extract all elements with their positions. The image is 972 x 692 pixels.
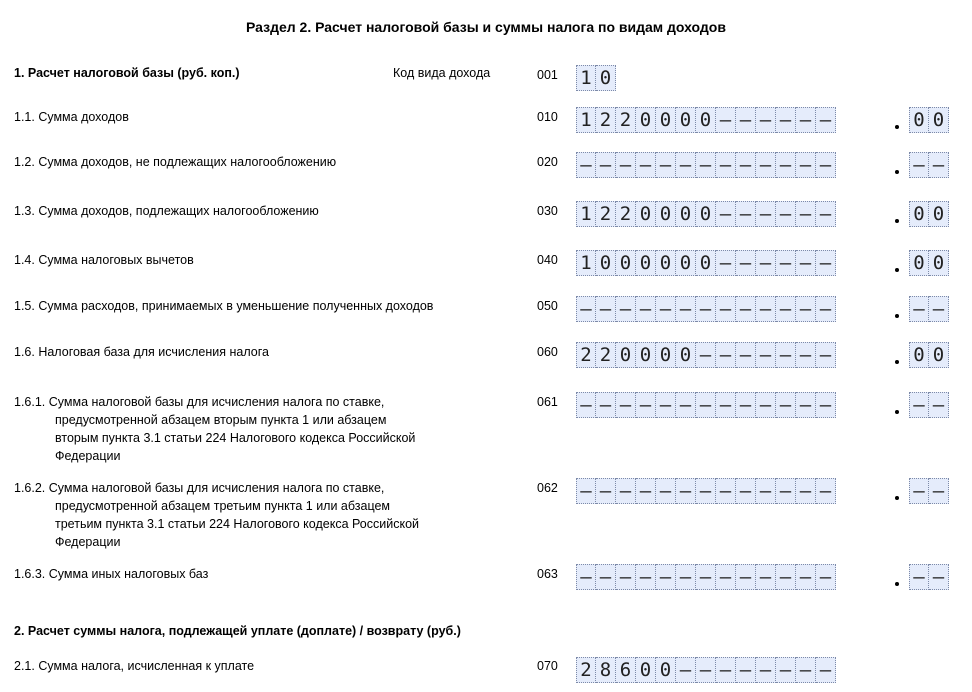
digit-cell: – [696, 296, 716, 322]
digit-cell: – [616, 296, 636, 322]
digit-cell: – [796, 564, 816, 590]
digit-cell: 0 [636, 250, 656, 276]
digit-cell: – [796, 152, 816, 178]
digit-cell: 2 [616, 201, 636, 227]
digit-cell: – [596, 152, 616, 178]
digit-cell: – [816, 342, 836, 368]
digit-cell: – [736, 152, 756, 178]
digit-cell: – [776, 152, 796, 178]
digit-cell: – [929, 392, 949, 418]
row-050-field[interactable] [576, 296, 836, 322]
digit-cell: 2 [616, 107, 636, 133]
decimal-point [895, 170, 899, 174]
digit-cell: – [596, 564, 616, 590]
digit-cell: – [776, 201, 796, 227]
digit-cell: – [656, 564, 676, 590]
digit-cell: – [776, 564, 796, 590]
digit-cell: 0 [676, 107, 696, 133]
digit-cell: 0 [636, 201, 656, 227]
digit-cell: – [656, 392, 676, 418]
digit-cell: 2 [596, 107, 616, 133]
digit-cell: 0 [596, 250, 616, 276]
digit-cell: – [816, 152, 836, 178]
row-062-code: 062 [537, 481, 558, 495]
row-040-kopecks-field[interactable] [909, 250, 949, 276]
digit-cell: 0 [696, 107, 716, 133]
row-062-label-line: 1.6.2. Сумма налоговой базы для исчисления налога по ставке, [14, 481, 385, 495]
digit-cell: – [736, 564, 756, 590]
digit-cell: – [909, 392, 929, 418]
digit-cell: – [736, 478, 756, 504]
digit-cell: – [736, 657, 756, 683]
row-040-label: 1.4. Сумма налоговых вычетов [14, 253, 194, 267]
digit-cell: – [616, 478, 636, 504]
row-061-label [14, 393, 489, 465]
digit-cell: 0 [616, 342, 636, 368]
digit-cell: 6 [616, 657, 636, 683]
row-070-field[interactable] [576, 657, 836, 683]
digit-cell: 0 [636, 657, 656, 683]
digit-cell: – [676, 564, 696, 590]
digit-cell: – [716, 107, 736, 133]
digit-cell: – [716, 478, 736, 504]
row-030-code: 030 [537, 204, 558, 218]
digit-cell: 0 [676, 201, 696, 227]
digit-cell: – [696, 392, 716, 418]
decimal-point [895, 314, 899, 318]
income-type-label: Код вида дохода [393, 66, 491, 80]
digit-cell: 0 [676, 342, 696, 368]
row-063-label: 1.6.3. Сумма иных налоговых баз [14, 567, 209, 581]
digit-cell: – [596, 296, 616, 322]
digit-cell: – [816, 296, 836, 322]
digit-cell: – [909, 296, 929, 322]
digit-cell: – [776, 342, 796, 368]
digit-cell: – [736, 392, 756, 418]
digit-cell: 0 [696, 201, 716, 227]
row-062-label-line: третьим пункта 3.1 статьи 224 Налогового кодекса Российской [55, 517, 420, 531]
digit-cell: – [776, 657, 796, 683]
digit-cell: 0 [909, 107, 929, 133]
digit-cell: – [909, 152, 929, 178]
digit-cell: – [816, 564, 836, 590]
digit-cell: – [756, 478, 776, 504]
row-062-label [14, 479, 489, 551]
decimal-point [895, 360, 899, 364]
row-020-kopecks-field[interactable] [909, 152, 949, 178]
digit-cell: – [816, 392, 836, 418]
digit-cell: – [576, 478, 596, 504]
digit-cell: – [736, 250, 756, 276]
digit-cell: – [816, 250, 836, 276]
digit-cell: 0 [929, 250, 949, 276]
digit-cell: – [596, 392, 616, 418]
digit-cell: – [656, 478, 676, 504]
decimal-point [895, 125, 899, 129]
row-010-field[interactable] [576, 107, 836, 133]
row-061-kopecks-field[interactable] [909, 392, 949, 418]
digit-cell: – [909, 478, 929, 504]
digit-cell: 1 [576, 107, 596, 133]
digit-cell: – [816, 107, 836, 133]
digit-cell: – [716, 564, 736, 590]
row-061-code: 061 [537, 395, 558, 409]
decimal-point [895, 410, 899, 414]
digit-cell: – [696, 564, 716, 590]
decimal-point [895, 268, 899, 272]
row-060-kopecks-field[interactable] [909, 342, 949, 368]
digit-cell: – [756, 250, 776, 276]
digit-cell: 0 [616, 250, 636, 276]
digit-cell: – [716, 392, 736, 418]
digit-cell: – [776, 392, 796, 418]
income-type-field[interactable] [576, 65, 616, 91]
section1-heading: 1. Расчет налоговой базы (руб. коп.) [14, 66, 240, 80]
digit-cell: – [576, 392, 596, 418]
row-061-field[interactable] [576, 392, 836, 418]
digit-cell: – [616, 392, 636, 418]
row-070-label: 2.1. Сумма налога, исчисленная к уплате [14, 659, 255, 673]
digit-cell: – [676, 392, 696, 418]
row-040-field[interactable] [576, 250, 836, 276]
digit-cell: – [616, 564, 636, 590]
digit-cell: 0 [636, 107, 656, 133]
row-062-field[interactable] [576, 478, 836, 504]
income-type-cell: 0 [596, 65, 616, 91]
digit-cell: – [636, 564, 656, 590]
row-061-label-line: 1.6.1. Сумма налоговой базы для исчисления налога по ставке, [14, 395, 385, 409]
row-020-code: 020 [537, 155, 558, 169]
digit-cell: – [676, 296, 696, 322]
digit-cell: – [756, 201, 776, 227]
digit-cell: 0 [696, 250, 716, 276]
page-title: Раздел 2. Расчет налоговой базы и суммы налога по видам доходов [246, 19, 726, 35]
row-061-label-line: Федерации [55, 449, 121, 463]
digit-cell: 0 [656, 107, 676, 133]
income-type-code: 001 [537, 68, 558, 82]
digit-cell: – [796, 478, 816, 504]
digit-cell: – [676, 478, 696, 504]
row-010-label: 1.1. Сумма доходов [14, 110, 129, 124]
digit-cell: – [796, 296, 816, 322]
digit-cell: – [756, 564, 776, 590]
row-070-code: 070 [537, 659, 558, 673]
digit-cell: – [716, 657, 736, 683]
row-010-code: 010 [537, 110, 558, 124]
digit-cell: 1 [576, 201, 596, 227]
digit-cell: – [756, 657, 776, 683]
digit-cell: – [796, 657, 816, 683]
row-061-label-line: вторым пункта 3.1 статьи 224 Налогового кодекса Российской [55, 431, 416, 445]
digit-cell: – [576, 296, 596, 322]
digit-cell: – [756, 107, 776, 133]
digit-cell: – [736, 296, 756, 322]
digit-cell: – [656, 152, 676, 178]
row-030-field[interactable] [576, 201, 836, 227]
digit-cell: – [656, 296, 676, 322]
digit-cell: 0 [929, 107, 949, 133]
digit-cell: – [796, 201, 816, 227]
digit-cell: – [616, 152, 636, 178]
digit-cell: – [676, 152, 696, 178]
row-050-kopecks-field[interactable] [909, 296, 949, 322]
digit-cell: 2 [576, 657, 596, 683]
digit-cell: 0 [656, 342, 676, 368]
digit-cell: 1 [576, 250, 596, 276]
digit-cell: – [929, 296, 949, 322]
digit-cell: – [929, 478, 949, 504]
digit-cell: – [796, 107, 816, 133]
digit-cell: – [756, 342, 776, 368]
digit-cell: – [929, 152, 949, 178]
digit-cell: – [636, 478, 656, 504]
row-020-label: 1.2. Сумма доходов, не подлежащих налогообложению [14, 155, 337, 169]
digit-cell: 0 [929, 342, 949, 368]
section2-heading: 2. Расчет суммы налога, подлежащей уплате (доплате) / возврату (руб.) [14, 624, 461, 638]
digit-cell: – [696, 152, 716, 178]
digit-cell: – [776, 107, 796, 133]
digit-cell: – [716, 152, 736, 178]
row-062-label-line: Федерации [55, 535, 121, 549]
digit-cell: 2 [596, 342, 616, 368]
row-060-field[interactable] [576, 342, 836, 368]
digit-cell: – [636, 152, 656, 178]
digit-cell: – [716, 201, 736, 227]
decimal-point [895, 496, 899, 500]
row-030-kopecks-field[interactable] [909, 201, 949, 227]
row-040-code: 040 [537, 253, 558, 267]
digit-cell: – [776, 250, 796, 276]
digit-cell: – [736, 201, 756, 227]
digit-cell: – [596, 478, 616, 504]
digit-cell: – [796, 342, 816, 368]
digit-cell: – [929, 564, 949, 590]
digit-cell: – [796, 250, 816, 276]
digit-cell: – [696, 342, 716, 368]
income-type-cell: 1 [576, 65, 596, 91]
digit-cell: – [816, 478, 836, 504]
digit-cell: 0 [656, 201, 676, 227]
decimal-point [895, 582, 899, 586]
digit-cell: – [696, 478, 716, 504]
row-062-kopecks-field[interactable] [909, 478, 949, 504]
digit-cell: – [676, 657, 696, 683]
digit-cell: 2 [576, 342, 596, 368]
digit-cell: – [716, 342, 736, 368]
decimal-point [895, 219, 899, 223]
row-063-field[interactable] [576, 564, 836, 590]
digit-cell: – [736, 342, 756, 368]
digit-cell: 0 [636, 342, 656, 368]
digit-cell: 8 [596, 657, 616, 683]
digit-cell: – [736, 107, 756, 133]
digit-cell: – [636, 296, 656, 322]
digit-cell: – [776, 478, 796, 504]
row-063-kopecks-field[interactable] [909, 564, 949, 590]
row-050-label: 1.5. Сумма расходов, принимаемых в уменьшение полученных доходов [14, 299, 434, 313]
row-063-code: 063 [537, 567, 558, 581]
row-020-field[interactable] [576, 152, 836, 178]
row-062-label-line: предусмотренной абзацем третьим пункта 1 или абзацем [55, 499, 391, 513]
digit-cell: – [756, 152, 776, 178]
digit-cell: 0 [656, 250, 676, 276]
digit-cell: – [756, 296, 776, 322]
digit-cell: 2 [596, 201, 616, 227]
digit-cell: – [816, 657, 836, 683]
row-030-label: 1.3. Сумма доходов, подлежащих налогообложению [14, 204, 319, 218]
digit-cell: – [716, 296, 736, 322]
row-060-label: 1.6. Налоговая база для исчисления налога [14, 345, 269, 359]
digit-cell: 0 [909, 342, 929, 368]
digit-cell: – [636, 392, 656, 418]
row-050-code: 050 [537, 299, 558, 313]
digit-cell: – [776, 296, 796, 322]
digit-cell: – [796, 392, 816, 418]
digit-cell: – [756, 392, 776, 418]
row-010-kopecks-field[interactable] [909, 107, 949, 133]
digit-cell: – [696, 657, 716, 683]
digit-cell: 0 [909, 201, 929, 227]
digit-cell: – [716, 250, 736, 276]
digit-cell: – [576, 152, 596, 178]
digit-cell: 0 [656, 657, 676, 683]
digit-cell: – [909, 564, 929, 590]
digit-cell: – [816, 201, 836, 227]
row-061-label-line: предусмотренной абзацем вторым пункта 1 или абзацем [55, 413, 387, 427]
digit-cell: 0 [909, 250, 929, 276]
digit-cell: 0 [929, 201, 949, 227]
digit-cell: – [576, 564, 596, 590]
row-060-code: 060 [537, 345, 558, 359]
digit-cell: 0 [676, 250, 696, 276]
